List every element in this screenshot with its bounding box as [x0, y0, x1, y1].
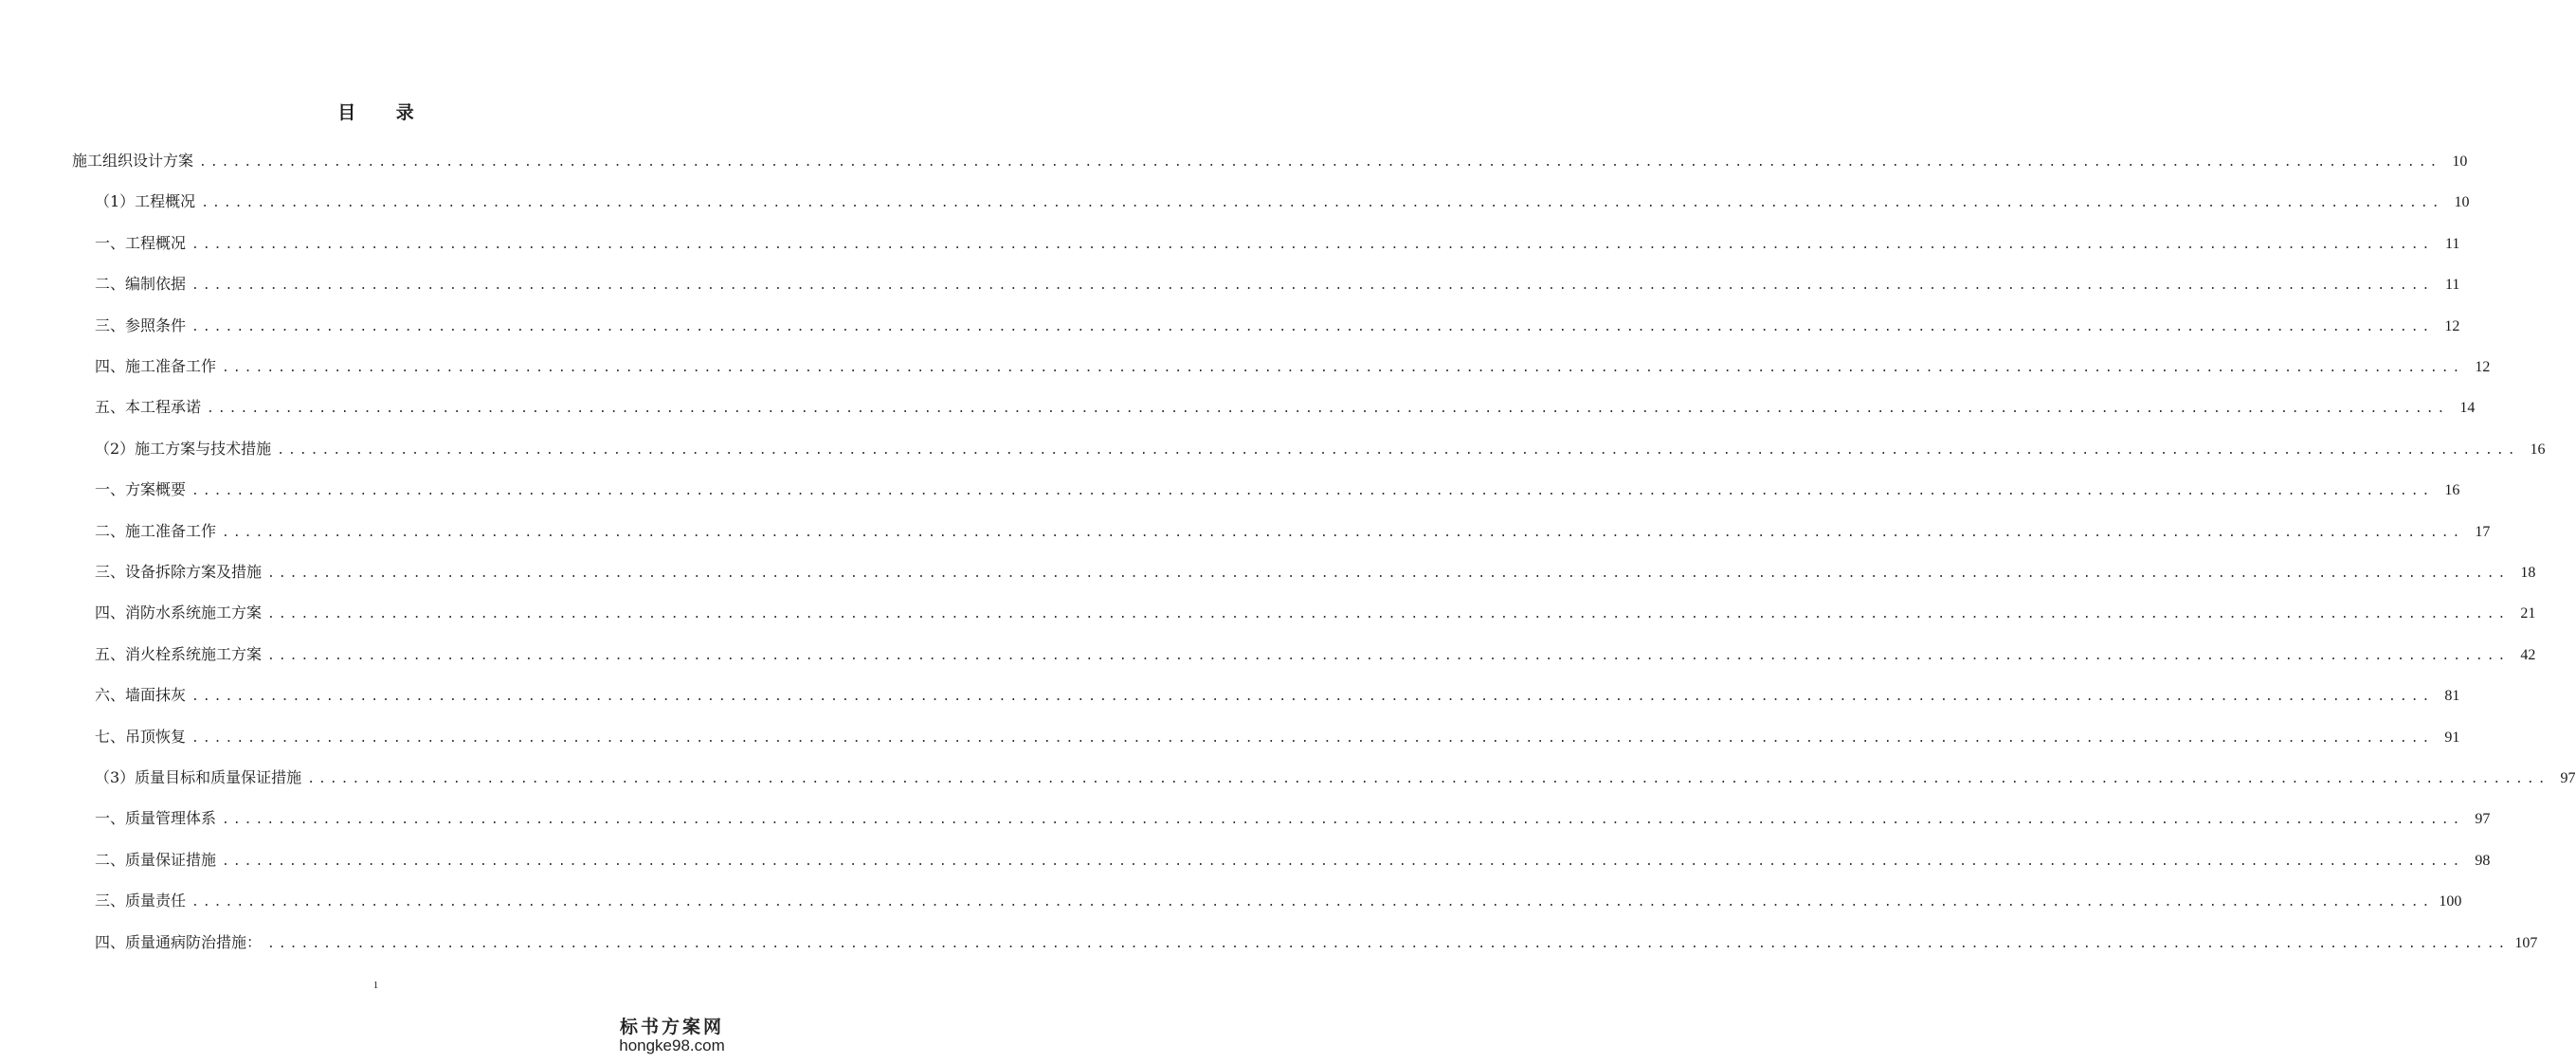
watermark-logo [606, 1013, 738, 1055]
toc-entry[interactable] [95, 396, 2476, 419]
toc-entry[interactable] [95, 561, 2536, 584]
toc-dot-leader: ........................................................................................................................................................................................................ [307, 772, 2549, 786]
toc-entry-page: 91 [2444, 729, 2460, 746]
toc-entry[interactable] [95, 726, 2460, 748]
toc-dot-leader: ........................................................................................................................................................................................................ [267, 648, 2510, 663]
toc-entry[interactable] [95, 273, 2460, 296]
toc-dot-leader: ........................................................................................................................................................................................................ [267, 567, 2510, 581]
toc-entry[interactable] [95, 890, 2462, 912]
toc-entry-page: 16 [2444, 482, 2460, 499]
toc-entry-label: 一、方案概要 [95, 480, 187, 499]
toc-entry-label: 七、吊顶恢复 [95, 727, 187, 746]
toc-entry[interactable] [95, 684, 2460, 707]
toc-entry-page: 107 [2514, 934, 2538, 951]
toc-dot-leader: ........................................................................................................................................................................................................ [267, 936, 2510, 951]
toc-entry-page: 14 [2459, 400, 2476, 417]
toc-entry[interactable] [95, 190, 2470, 213]
toc-dot-leader: ........................................................................................................................................................................................................ [191, 484, 2434, 499]
toc-entry-page: 10 [2454, 194, 2470, 211]
toc-entry-label: （3）质量目标和质量保证措施 [95, 768, 302, 786]
toc-dot-leader: ........................................................................................................................................................................................................ [277, 442, 2519, 458]
toc-entry-label: 施工组织设计方案 [72, 152, 194, 170]
toc-entry[interactable] [95, 766, 2576, 789]
toc-entry-label: 三、参照条件 [95, 315, 187, 334]
toc-entry-label: 二、施工准备工作 [95, 521, 217, 540]
toc-entry[interactable] [95, 315, 2460, 337]
toc-entry-label: 四、质量通病防治措施： [95, 932, 263, 951]
toc-entry-label: 五、本工程承诺 [95, 398, 202, 417]
toc-entry-page: 100 [2439, 893, 2462, 910]
toc-entry-label: 四、消防水系统施工方案 [95, 604, 263, 622]
toc-entry-label: 二、编制依据 [95, 275, 187, 294]
toc-dot-leader: ........................................................................................................................................................................................................ [191, 279, 2434, 294]
toc-entry-label: 二、质量保证措施 [95, 850, 217, 869]
toc-entry[interactable] [95, 807, 2491, 830]
toc-dot-leader: ........................................................................................................................................................................................................ [222, 361, 2464, 375]
toc-entry[interactable] [95, 355, 2491, 378]
toc-entry-page: 16 [2530, 441, 2546, 458]
toc-dot-leader: ........................................................................................................................................................................................................ [267, 607, 2510, 622]
toc-entry[interactable] [72, 150, 2468, 172]
toc-dot-leader: ........................................................................................................................................................................................................ [191, 319, 2434, 334]
toc-entry-label: 四、施工准备工作 [95, 357, 217, 375]
toc-entry-label: 一、工程概况 [95, 233, 187, 252]
toc-entry-page: 12 [2475, 359, 2491, 375]
toc-entry-label: （1）工程概况 [95, 192, 196, 211]
page-title: 目 录 [337, 102, 431, 123]
toc-entry[interactable] [95, 849, 2491, 872]
toc-entry-page: 42 [2520, 646, 2536, 663]
toc-dot-leader: ........................................................................................................................................................................................................ [191, 730, 2434, 746]
toc-dot-leader: ........................................................................................................................................................................................................ [207, 402, 2449, 417]
toc-entry[interactable] [95, 478, 2460, 501]
page-number: 1 [372, 980, 379, 991]
toc-entry-page: 97 [2475, 811, 2491, 828]
toc-dot-leader: ........................................................................................................................................................................................................ [191, 895, 2434, 910]
toc-dot-leader: ........................................................................................................................................................................................................ [222, 525, 2464, 540]
toc-entry-label: 五、消火栓系统施工方案 [95, 644, 263, 663]
toc-entry-page: 81 [2444, 688, 2460, 705]
toc-entry-label: 六、墙面抹灰 [95, 686, 187, 705]
toc-entry-page: 11 [2444, 277, 2460, 294]
toc-entry[interactable] [95, 931, 2538, 954]
watermark-cn-text: 标书方案网 [619, 1017, 724, 1037]
toc-entry-page: 11 [2444, 235, 2460, 252]
toc-dot-leader: ........................................................................................................................................................................................................ [199, 155, 2441, 170]
toc-entry-page: 17 [2475, 523, 2491, 540]
toc-dot-leader: ........................................................................................................................................................................................................ [191, 237, 2434, 252]
toc-entry[interactable] [95, 602, 2536, 624]
toc-entry[interactable] [95, 520, 2491, 543]
toc-entry-page: 21 [2520, 605, 2536, 622]
toc-dot-leader: ........................................................................................................................................................................................................ [222, 813, 2464, 828]
toc-entry-label: 三、质量责任 [95, 892, 187, 910]
toc-entry-page: 12 [2444, 317, 2460, 334]
toc-entry-page: 18 [2520, 565, 2536, 581]
toc-entry-label: 三、设备拆除方案及措施 [95, 563, 263, 581]
toc-entry-page: 10 [2452, 153, 2468, 170]
toc-dot-leader: ........................................................................................................................................................................................................ [201, 196, 2443, 211]
watermark-en-text: hongke98.com [619, 1036, 725, 1054]
toc-entry[interactable] [95, 438, 2546, 460]
toc-dot-leader: ........................................................................................................................................................................................................ [191, 690, 2434, 705]
toc-entry-page: 98 [2475, 852, 2491, 869]
toc-entry-label: （2）施工方案与技术措施 [95, 439, 272, 458]
toc-dot-leader: ........................................................................................................................................................................................................ [222, 854, 2464, 869]
toc-entry[interactable] [95, 643, 2536, 666]
toc-entry-label: 一、质量管理体系 [95, 809, 217, 828]
toc-entry[interactable] [95, 232, 2460, 255]
toc-entry-page: 97 [2560, 770, 2576, 786]
